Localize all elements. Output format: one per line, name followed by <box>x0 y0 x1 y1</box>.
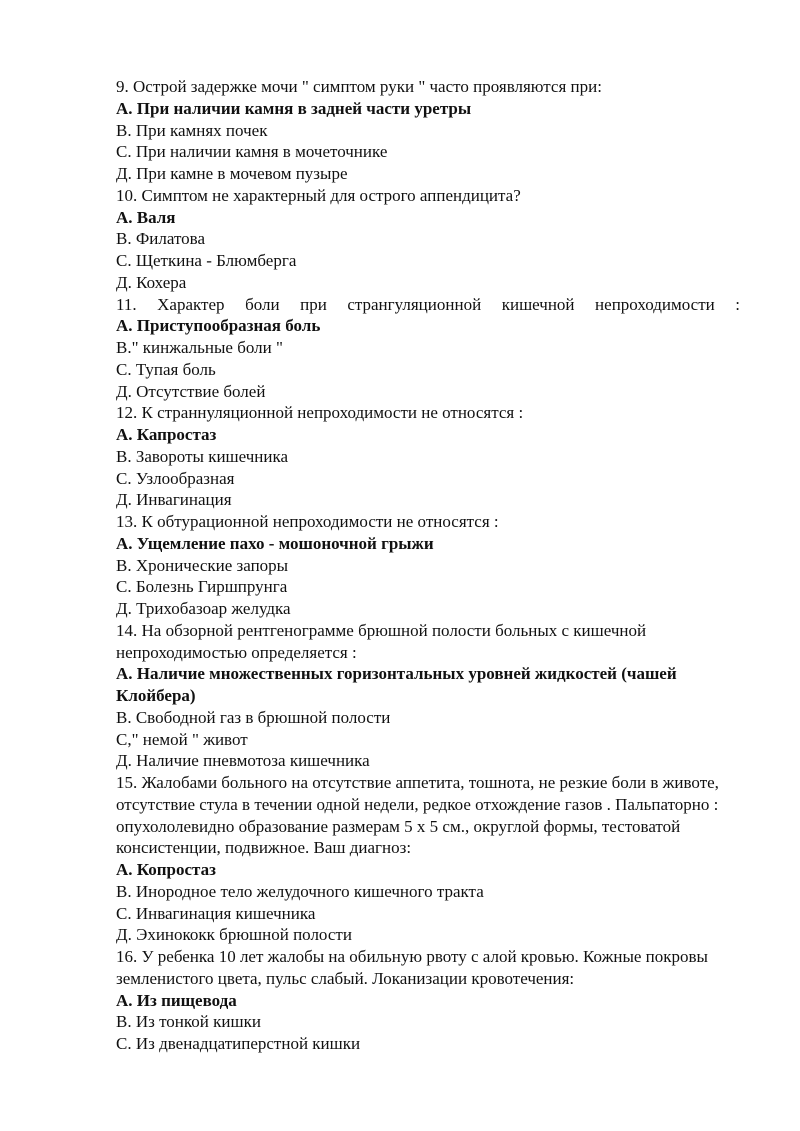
question-block <box>116 76 740 185</box>
answer-option: В. Завороты кишечника <box>116 446 289 466</box>
question-block <box>116 294 740 403</box>
answer-option: Д. Отсутствие болей <box>116 381 266 401</box>
answer-option: С. Из двенадцатиперстной кишки <box>116 1034 361 1053</box>
question-text: 16. У ребенка 10 лет жалобы на обильную рвоту с алой кровью. Кожные покровы земленистого цвета, пульс слабый. Локанизации кровотечения: <box>116 947 708 988</box>
document-page <box>116 76 740 1055</box>
answer-option-correct: А. Ущемление пахо - мошоночной грыжи <box>116 533 434 553</box>
answer-option: С. Инвагинация кишечника <box>116 903 316 923</box>
question-text: 14. На обзорной рентгенограмме брюшной полости больных с кишечной непроходимостью определяется : <box>116 620 647 662</box>
answer-option: Д. Эхинококк брюшной полости <box>116 925 352 945</box>
answer-option: С. Щеткина - Блюмберга <box>116 251 297 270</box>
answer-option: В. Инородное тело желудочного кишечного тракта <box>116 881 484 901</box>
question-text: 13. К обтурационной непроходимости не относятся : <box>116 512 499 531</box>
answer-option: С," немой " живот <box>116 729 248 749</box>
answer-option: В." кинжальные боли " <box>116 338 283 357</box>
question-text: 11. Характер боли при странгуляционной кишечной непроходимости : <box>116 294 740 314</box>
question-block <box>116 402 740 511</box>
answer-option: В. Филатова <box>116 229 206 249</box>
question-text: 12. К страннуляционной непроходимости не относятся : <box>116 403 524 423</box>
question-text: 9. Острой задержке мочи " симптом руки " часто проявляются при: <box>116 77 602 96</box>
answer-option: В. Хронические запоры <box>116 555 289 575</box>
question-block <box>116 772 740 946</box>
answer-option: С. Узлообразная <box>116 468 235 488</box>
answer-option-correct: А. Из пищевода <box>116 990 237 1010</box>
answer-option: С. Болезнь Гиршпрунга <box>116 577 288 597</box>
answer-option: В. Свободной газ в брюшной полости <box>116 707 391 727</box>
question-block <box>116 620 740 772</box>
question-block <box>116 946 740 1055</box>
question-block <box>116 185 740 294</box>
answer-option: В. При камнях почек <box>116 120 268 140</box>
answer-option-correct: А. При наличии камня в задней части уретры <box>116 98 472 118</box>
answer-option: В. Из тонкой кишки <box>116 1012 261 1032</box>
answer-option-correct: А. Копростаз <box>116 860 216 879</box>
answer-option: Д. Кохера <box>116 272 187 292</box>
answer-option-correct: А. Приступообразная боль <box>116 316 321 336</box>
answer-option: Д. Инвагинация <box>116 490 232 510</box>
answer-option-correct: А. Наличие множественных горизонтальных уровней жидкостей (чашей Клойбера) <box>116 664 677 705</box>
answer-option: Д. Трихобазоар желудка <box>116 599 291 618</box>
answer-option-correct: А. Капростаз <box>116 425 217 444</box>
answer-option-correct: А. Валя <box>116 207 176 227</box>
question-block <box>116 511 740 620</box>
answer-option: Д. Наличие пневмотоза кишечника <box>116 751 370 771</box>
question-text: 15. Жалобами больного на отсутствие аппетита, тошнота, не резкие боли в животе, отсутствие стула в течении одной недели, редкое отхождение газов . Пальпаторно : опухололевидно образование размерам 5 х 5 см., округлой формы, тестоватой консистенции, подвижное. Ваш диагноз: <box>116 773 719 858</box>
answer-option: С. При наличии камня в мочеточнике <box>116 142 388 162</box>
answer-option: С. Тупая боль <box>116 359 216 379</box>
answer-option: Д. При камне в мочевом пузыре <box>116 164 348 183</box>
question-text: 10. Симптом не характерный для острого аппендицита? <box>116 185 521 205</box>
